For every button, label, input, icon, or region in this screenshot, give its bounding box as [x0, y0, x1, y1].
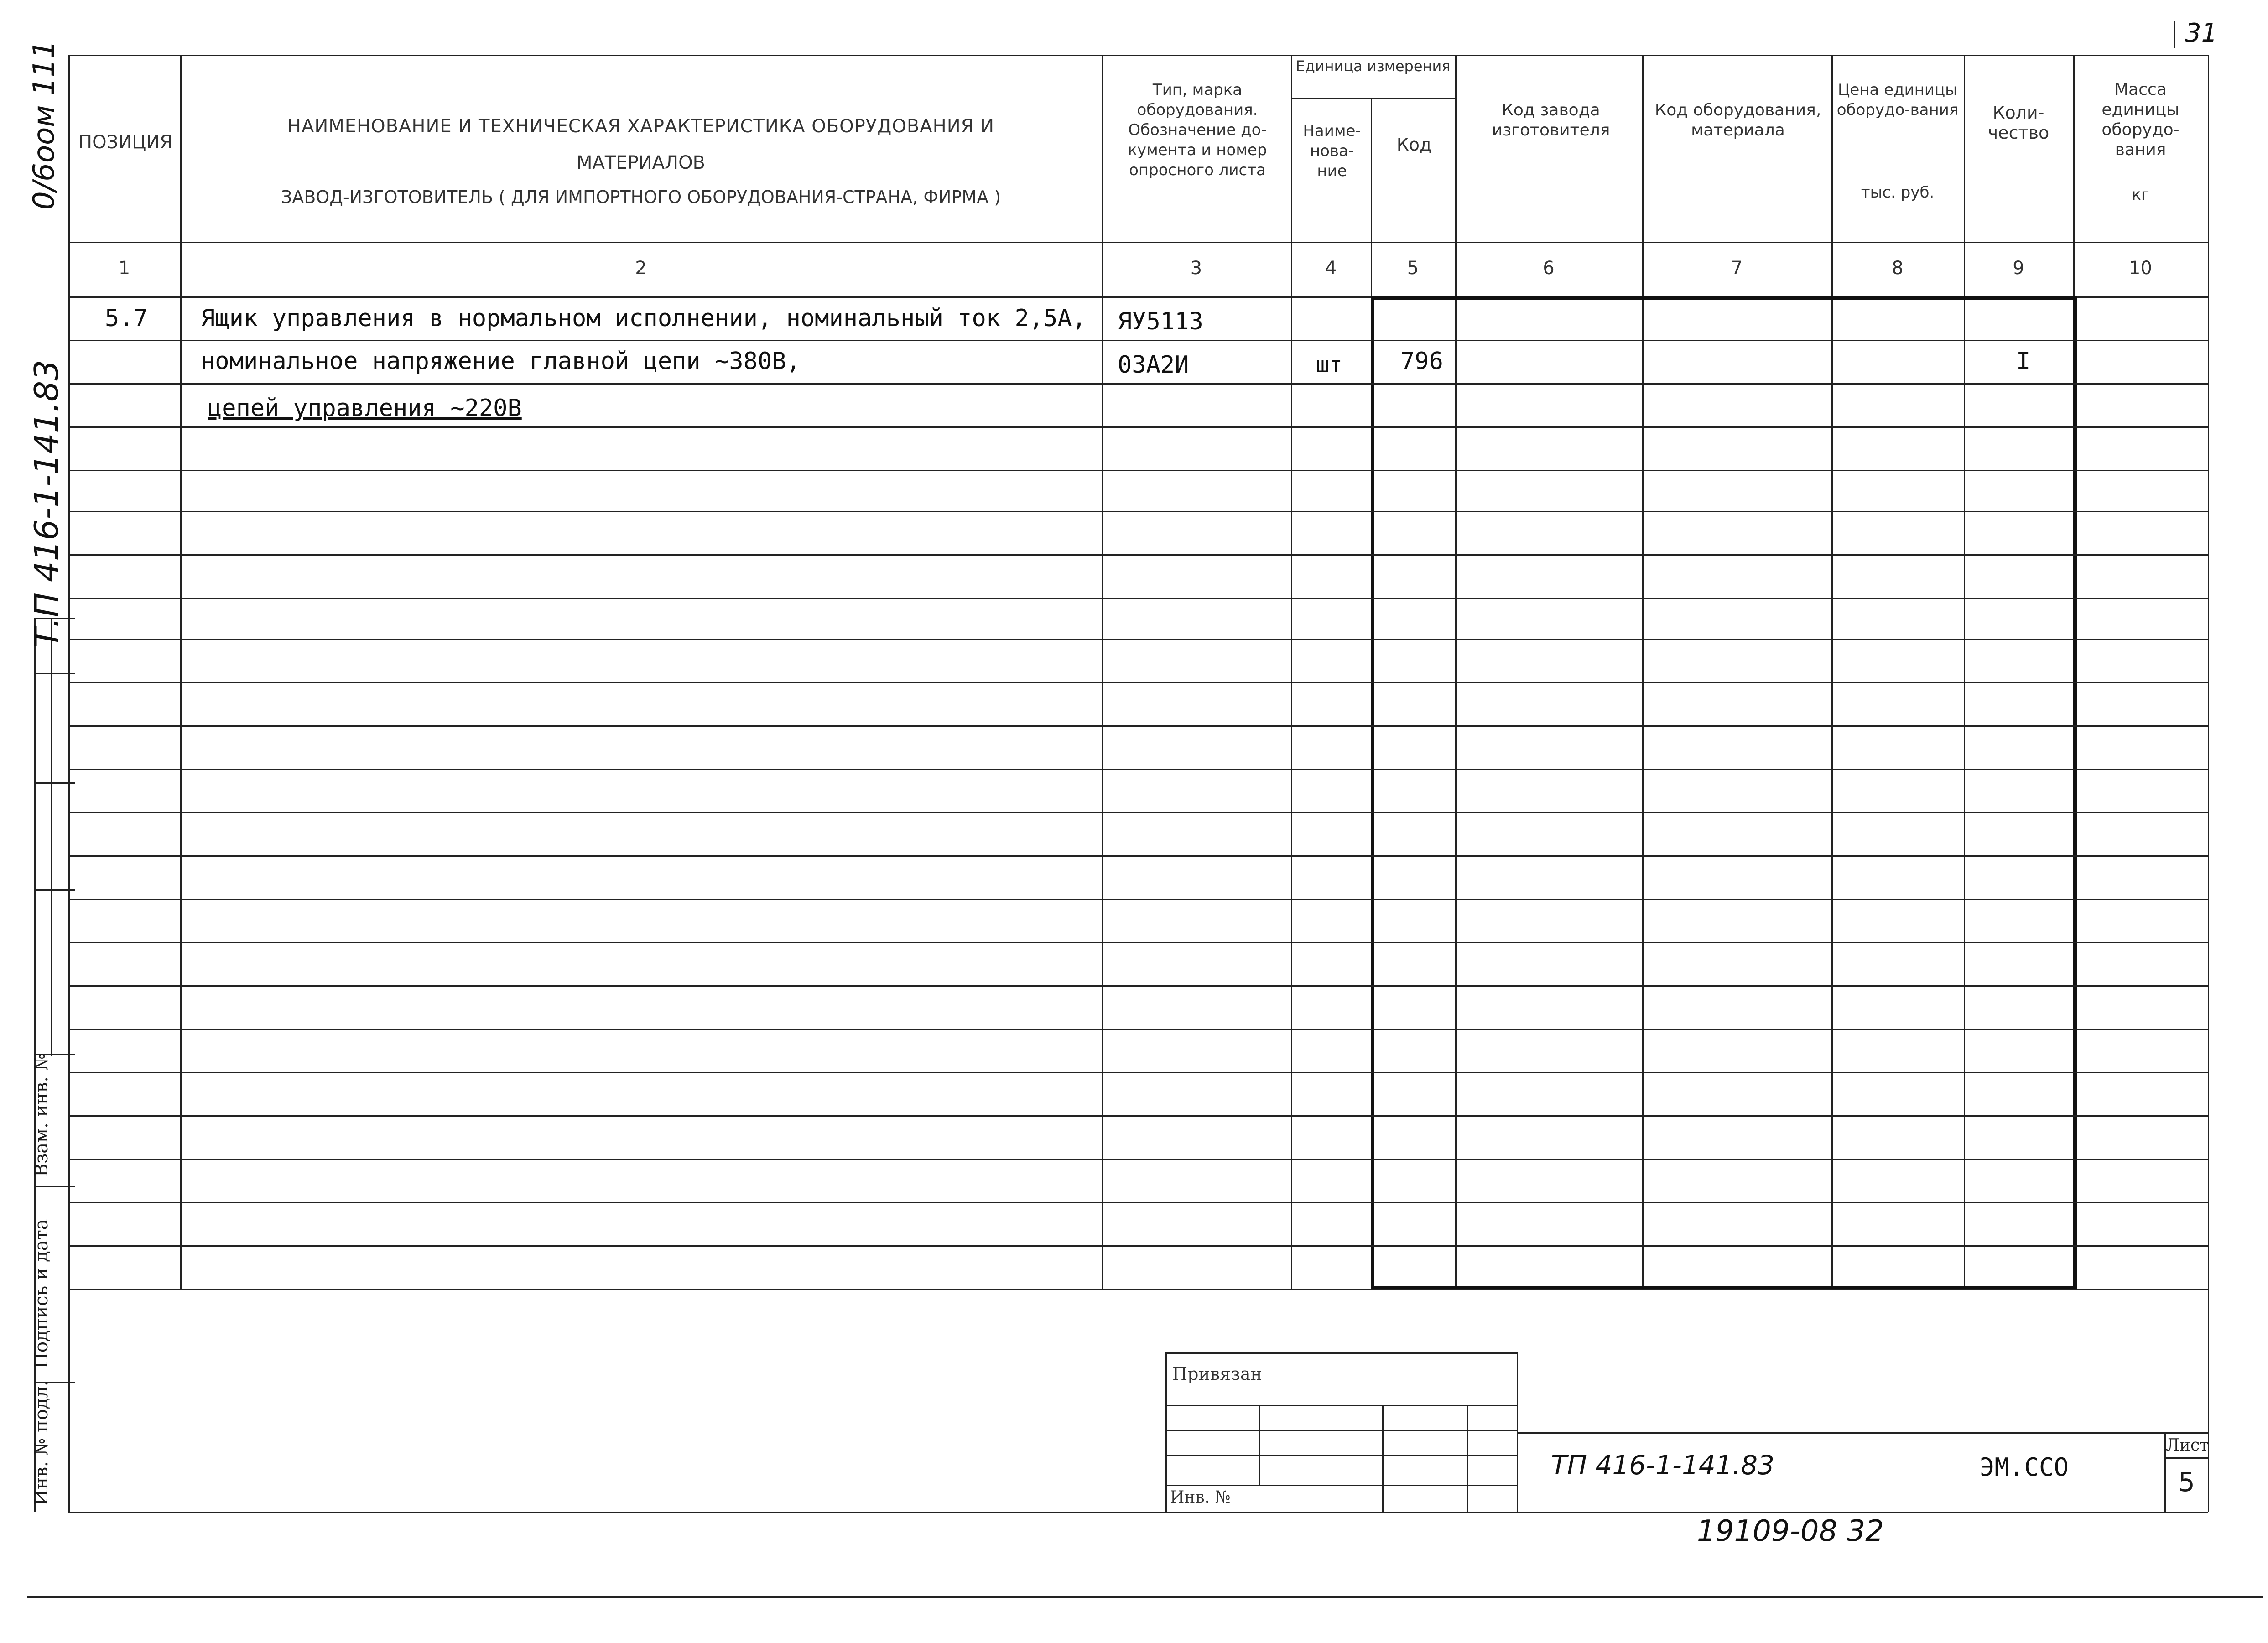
stamp-line	[1165, 1485, 1517, 1486]
stamp-line	[1165, 1352, 1517, 1354]
colnum-6: 6	[1543, 258, 1555, 279]
header-bottom	[68, 242, 2208, 243]
frame-right	[2208, 55, 2209, 1512]
stamp-title-top	[1517, 1432, 2208, 1434]
row-line	[68, 769, 2208, 770]
row-line	[68, 1159, 2208, 1160]
stamp-line	[1165, 1405, 1517, 1406]
stamp-sheet-divider	[2164, 1457, 2208, 1459]
col-line-5	[1455, 55, 1457, 1289]
col-line-2	[1102, 55, 1103, 1289]
col-line-1	[180, 55, 182, 1289]
colnum-2: 2	[635, 258, 647, 279]
margin-line-inner	[51, 618, 52, 1056]
row-code: 796	[1400, 348, 1443, 375]
col-line-6	[1642, 55, 1644, 1289]
page-number: 31	[2185, 18, 2218, 48]
row-type: ЯУ5113	[1118, 308, 1203, 335]
row-line	[68, 1245, 2208, 1247]
header-name-line1: НАИМЕНОВАНИЕ И ТЕХНИЧЕСКАЯ ХАРАКТЕРИСТИКА ОБОРУДОВАНИЯ И	[287, 116, 995, 137]
stamp-line	[1165, 1430, 1517, 1431]
thick-left	[1371, 296, 1374, 1290]
header-unit-name: Наиме-нова-ние	[1303, 122, 1361, 180]
row-line	[68, 554, 2208, 556]
row-type: 03А2И	[1118, 351, 1189, 379]
colnum-8: 8	[1892, 258, 1904, 279]
header-equipment-code: Код оборудования, материала	[1654, 101, 1821, 140]
stamp-line	[1165, 1352, 1167, 1512]
row-line	[68, 426, 2208, 428]
unit-divider	[1291, 98, 1455, 99]
col-line-7	[1831, 55, 1833, 1289]
row-line	[68, 682, 2208, 683]
row-line	[68, 383, 2208, 385]
row-line	[68, 511, 2208, 512]
page-number-line	[2174, 21, 2175, 48]
row-line	[68, 725, 2208, 727]
row-unit: шт	[1316, 352, 1342, 378]
page-bottom-line	[27, 1596, 2263, 1598]
stamp-sheet-label: Лист	[2166, 1436, 2209, 1455]
header-name-line2: МАТЕРИАЛОВ	[577, 152, 705, 173]
stamp-sheet-number: 5	[2178, 1466, 2195, 1497]
colnum-5: 5	[1407, 258, 1419, 279]
row-line	[68, 1115, 2208, 1117]
margin-top-code: 0/6оом 111	[27, 40, 61, 210]
margin-sign-label: Подпись и дата	[31, 1219, 52, 1368]
row-line	[68, 1072, 2208, 1073]
row-line	[68, 899, 2208, 900]
header-mass: Масса единицы оборудо-вания	[2102, 80, 2180, 159]
margin-replace-label: Взам. инв. №	[31, 1053, 52, 1177]
row-line	[68, 598, 2208, 599]
header-unit-code: Код	[1396, 135, 1432, 155]
row-line	[68, 639, 2208, 640]
header-price-unit: тыс. руб.	[1861, 183, 1935, 202]
row-line	[68, 1029, 2208, 1030]
stamp-bound-label: Привязан	[1172, 1364, 1262, 1384]
stamp-line	[1259, 1405, 1260, 1485]
thick-top	[1371, 296, 2073, 300]
col-line-3	[1291, 55, 1292, 1289]
colnum-3: 3	[1190, 258, 1202, 279]
row-name: цепей управления ~220В	[208, 395, 522, 422]
margin-doc-ref: Т.П 416-1-141.83	[27, 359, 66, 648]
colnum-4: 4	[1325, 258, 1337, 279]
frame-bottom	[68, 1512, 2208, 1513]
header-price: Цена единицы оборудо-вания	[1836, 81, 1959, 119]
colnum-1: 1	[118, 258, 130, 279]
row-name: номинальное напряжение главной цепи ~380В,	[201, 348, 801, 375]
col-line-8	[1964, 55, 1965, 1289]
row-position: 5.7	[105, 305, 148, 332]
header-position: ПОЗИЦИЯ	[78, 132, 172, 153]
row-line	[68, 340, 2208, 341]
header-unit: Единица измерения	[1295, 57, 1451, 75]
header-factory-code: Код завода изготовителя	[1492, 101, 1610, 140]
stamp-code: ЭМ.ССО	[1980, 1453, 2069, 1482]
colnum-9: 9	[2013, 258, 2024, 279]
stamp-designation: ТП 416-1-141.83	[1551, 1450, 1774, 1481]
stamp-inv-label: Инв. №	[1170, 1488, 1231, 1507]
frame-top	[68, 55, 2208, 56]
stamp-line	[1382, 1405, 1384, 1512]
footer-number: 19109-08 32	[1697, 1514, 1884, 1548]
row-line	[68, 812, 2208, 813]
row-qty: I	[2016, 348, 2031, 375]
thick-right	[2073, 296, 2077, 1290]
header-type: Тип, марка оборудования. Обозначение до-кумента и номер опросного листа	[1128, 81, 1267, 179]
row-line	[68, 470, 2208, 471]
stamp-line	[1467, 1405, 1468, 1512]
header-mass-unit: кг	[2132, 186, 2149, 204]
header-name-line3: ЗАВОД-ИЗГОТОВИТЕЛЬ ( ДЛЯ ИМПОРТНОГО ОБОРУДОВАНИЯ-СТРАНА, ФИРМА )	[281, 187, 1001, 207]
colnum-7: 7	[1731, 258, 1743, 279]
header-quantity: Коли-чество	[1987, 103, 2050, 143]
colnum-10: 10	[2129, 258, 2152, 279]
margin-inv-label: Инв. № подл.	[31, 1380, 52, 1505]
row-line	[68, 1202, 2208, 1203]
row-line	[68, 985, 2208, 987]
row-line	[68, 855, 2208, 857]
row-line	[68, 942, 2208, 943]
stamp-line	[1165, 1455, 1517, 1456]
row-name: Ящик управления в нормальном исполнении, номинальный ток 2,5А,	[201, 305, 1087, 332]
body-bottom	[68, 1289, 2208, 1290]
